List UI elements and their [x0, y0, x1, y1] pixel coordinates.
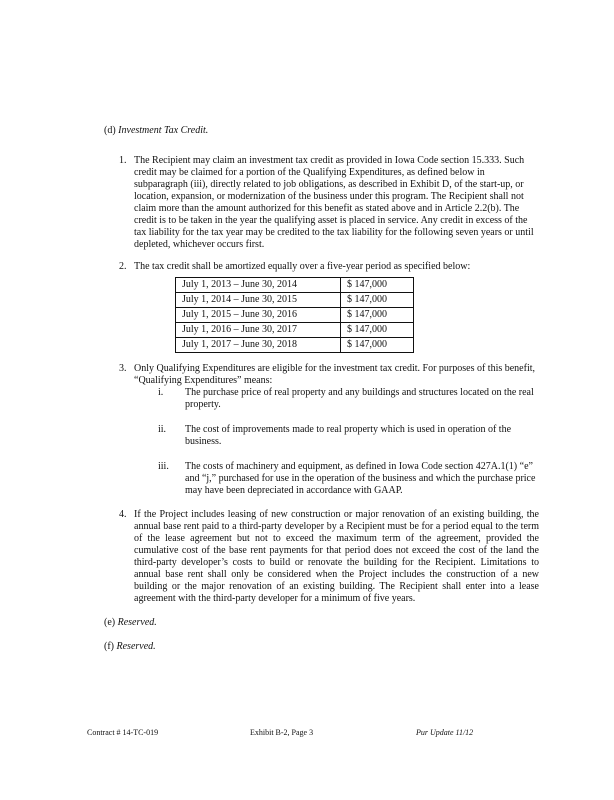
period-cell: July 1, 2016 – June 30, 2017 — [176, 323, 341, 338]
item-3 — [104, 363, 540, 387]
item-number: 3. — [119, 363, 127, 374]
subitem-number: i. — [158, 387, 164, 398]
section-title: Reserved. — [116, 641, 156, 652]
subitem-number: iii. — [158, 461, 169, 472]
period-cell: July 1, 2013 – June 30, 2014 — [176, 278, 341, 293]
footer-update: Pur Update 11/12 — [416, 728, 474, 737]
section-d-heading — [104, 125, 540, 137]
section-e-heading — [104, 617, 540, 629]
amount-cell: $ 147,000 — [341, 323, 414, 338]
amount-cell: $ 147,000 — [341, 293, 414, 308]
section-label: (e) — [104, 617, 116, 628]
section-label: (f) — [104, 641, 114, 652]
item-3-text: Only Qualifying Expenditures are eligible for the investment tax credit. For purposes of this benefit, “Qualifying Expenditures” means: — [134, 363, 536, 386]
item-2 — [104, 261, 540, 273]
amortization-table-wrapper — [175, 277, 540, 353]
item-4 — [104, 509, 540, 605]
item-number: 1. — [119, 155, 127, 166]
subitem-i-text: The purchase price of real property and any buildings and structures located on the real property. — [185, 387, 534, 410]
subitem-iii-text: The costs of machinery and equipment, as defined in Iowa Code section 427A.1(1) “e” and “j,” purchased for use in the operation of the business and which the purchase price may have been depreciated in accordance with GAAP. — [185, 461, 536, 496]
section-f-heading — [104, 641, 540, 653]
table-row — [176, 308, 414, 323]
document-body — [104, 125, 540, 653]
subitem-iii — [104, 461, 540, 497]
table-row — [176, 338, 414, 353]
item-1 — [104, 155, 540, 251]
table-row — [176, 323, 414, 338]
item-4-text: If the Project includes leasing of new construction or major renovation of an existing building, the annual base rent paid to a third-party developer by a Recipient must be for a period equal to the term of the lease agreement but not to exceed the maximum term of the agreement, provided the cumulative cost of the base rent payments for that period does not exceed the cost of the land the third-party developer’s costs to build or renovate the building for the Recipient. Limitations to annual base rent shall only be considered when the Project includes the construction of a new building or the major renovation of an existing building. The Recipient shall enter into a lease agreement with the third-party developer for a minimum of five years. — [134, 509, 539, 604]
subitem-ii-text: The cost of improvements made to real property which is used in operation of the business. — [185, 424, 512, 447]
subitem-number: ii. — [158, 424, 167, 435]
item-2-text: The tax credit shall be amortized equally over a five-year period as specified below: — [134, 261, 471, 272]
amount-cell: $ 147,000 — [341, 308, 414, 323]
footer-exhibit-page: Exhibit B-2, Page 3 — [250, 728, 314, 737]
footer-contract: Contract # 14-TC-019 — [87, 728, 159, 737]
section-title: Investment Tax Credit. — [118, 125, 209, 136]
item-number: 4. — [119, 509, 127, 520]
item-number: 2. — [119, 261, 127, 272]
table-row — [176, 278, 414, 293]
amortization-table — [175, 277, 414, 353]
period-cell: July 1, 2017 – June 30, 2018 — [176, 338, 341, 353]
subitem-ii — [104, 424, 540, 448]
period-cell: July 1, 2014 – June 30, 2015 — [176, 293, 341, 308]
amount-cell: $ 147,000 — [341, 338, 414, 353]
period-cell: July 1, 2015 – June 30, 2016 — [176, 308, 341, 323]
subitem-i — [104, 387, 540, 411]
section-title: Reserved. — [117, 617, 157, 628]
item-1-text: The Recipient may claim an investment tax credit as provided in Iowa Code section 15.333. Such credit may be claimed for a portion of the Qualifying Expenditures, as defined below in subparagraph (iii), directly related to job obligations, as described in Exhibit D, of the start-up, or location, expansion, or modernization of the business under this program. The Recipient shall not claim more than the amount authorized for this benefit as stated above and in Article 2.2(b). The credit is to be taken in the year the qualifying asset is placed in service. Any credit in excess of the tax liability for the tax year may be credited to the tax liability for the following seven years or until depleted, whichever occurs first. — [134, 155, 534, 250]
table-row — [176, 293, 414, 308]
amount-cell: $ 147,000 — [341, 278, 414, 293]
section-label: (d) — [104, 125, 116, 136]
